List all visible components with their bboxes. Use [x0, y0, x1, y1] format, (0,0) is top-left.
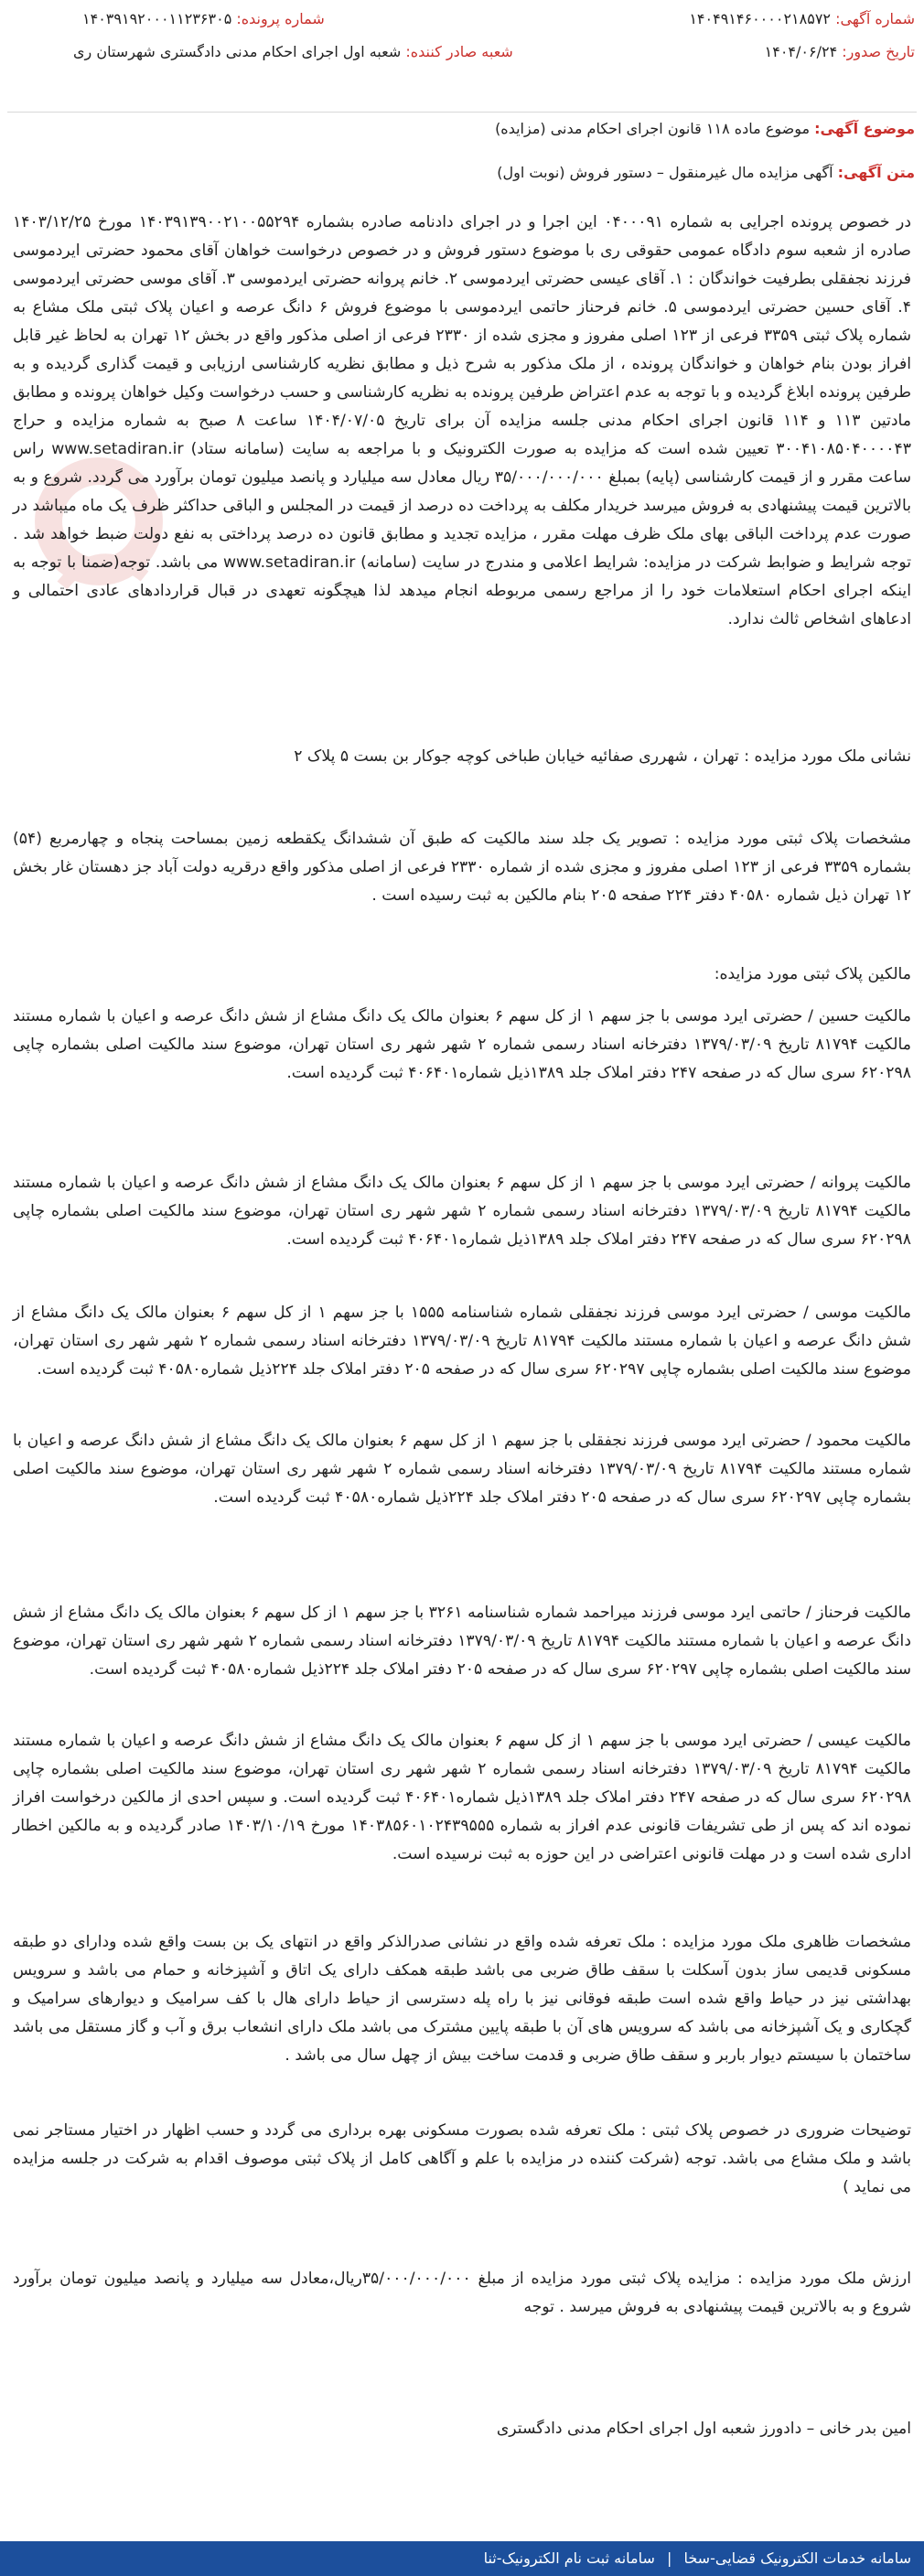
ad-text-value: آگهی مزایده مال غیرمنقول – دستور فروش (نوبت اول) [497, 164, 833, 181]
owner-farahnaz: مالکیت فرحناز / حاتمی ایرد موسی فرزند میراحمد شماره شناسنامه ۳۲۶۱ با جز سهم ۱ از کل سهم ۶ بعنوان مالک یک دانگ مشاع از شش دانگ عرصه و اعیان با شماره مستند مالکیت ۸۱۷۹۴ تاریخ ۱۳۷۹/۰۳/۰۹ دفترخانه اسناد رسمی شماره ۲ شهر شهر ری استان تهران، موضوع سند مالکیت اصلی بشماره چاپی ۶۲۰۲۹۷ سری سال که در صفحه ۲۰۵ دفتر املاک جلد ۲۲۴ذیل شماره۴۰۵۸۰ ثبت گردیده است. [13, 1604, 912, 1679]
issuer-label: شعبه صادر کننده: [405, 43, 513, 60]
header-divider [7, 112, 917, 113]
owner-isa: مالکیت عیسی / حضرتی ایرد موسی با جز سهم ۱ از کل سهم ۶ بعنوان مالک یک دانگ مشاع از شش دانگ عرصه و اعیان با شماره مستند مالکیت ۸۱۷۹۴ تاریخ ۱۳۷۹/۰۳/۰۹ دفترخانه اسناد رسمی شماره ۲ شهر شهر ری استان تهران، موضوع سند مالکیت اصلی بشماره چاپی ۶۲۰۲۹۸ سری سال که در صفحه ۲۴۷ دفتر املاک جلد ۱۳۸۹ذیل شماره۴۰۶۴۰۱ ثبت گردیده است. و سپس احدی از مالکین درخواست افراز نموده اند که پس از طی تشریفات قانونی عدم افراز به شماره ۱۴۰۳۸۵۶۰۱۰۲۴۳۹۵۵۵ مورخ ۱۴۰۳/۱۰/۱۹ صادر گردیده و به مالکین اخطار اداری شده است و در مهلت قانونی اعتراضی در این حوزه به ثبت نرسیده است. [13, 1732, 911, 1863]
footer-link-sana[interactable]: سامانه ثبت نام الکترونیک-ثنا [483, 2549, 655, 2567]
case-number-value: ۱۴۰۳۹۱۹۲۰۰۰۱۱۲۳۶۳۰۵ [82, 10, 232, 27]
owner-hossein: مالکیت حسین / حضرتی ایرد موسی با جز سهم ۱ از کل سهم ۶ بعنوان مالک یک دانگ مشاع از شش دانگ عرصه و اعیان با شماره مستند مالکیت ۸۱۷۹۴ تاریخ ۱۳۷۹/۰۳/۰۹ دفترخانه اسناد رسمی شماره ۲ شهر شهر ری استان تهران، موضوع سند مالکیت اصلی بشماره چاپی ۶۲۰۲۹۸ سری سال که در صفحه ۲۴۷ دفتر املاک جلد ۱۳۸۹ذیل شماره۴۰۶۴۰۱ ثبت گردیده است. [13, 1007, 911, 1082]
owner-mahmoud: مالکیت محمود / حضرتی ایرد موسی فرزند نجفقلی با جز سهم ۱ از کل سهم ۶ بعنوان مالک یک دانگ مشاع از شش دانگ عرصه و اعیان با شماره مستند مالکیت ۸۱۷۹۴ تاریخ ۱۳۷۹/۰۳/۰۹ دفترخانه اسناد رسمی شماره ۲ شهر شهر ری استان تهران، موضوع سند مالکیت اصلی بشماره چاپی ۶۲۰۲۹۷ سری سال که در صفحه ۲۰۵ دفتر املاک جلد ۲۲۴ذیل شماره۴۰۵۸۰ ثبت گردیده است. [13, 1432, 911, 1507]
case-number [82, 7, 325, 31]
footer-link-sakha[interactable]: سامانه خدمات الکترونیک قضایی-سخا [683, 2549, 911, 2567]
issuer [73, 40, 513, 64]
owner-parvaneh: مالکیت پروانه / حضرتی ایرد موسی با جز سهم ۱ از کل سهم ۶ بعنوان مالک یک دانگ مشاع از شش دانگ عرصه و اعیان با شماره مستند مالکیت ۸۱۷۹۴ تاریخ ۱۳۷۹/۰۳/۰۹ دفترخانه اسناد رسمی شماره ۲ شهر شهر ری استان تهران، موضوع سند مالکیت اصلی بشماره چاپی ۶۲۰۲۹۸ سری سال که در صفحه ۲۴۷ دفتر املاک جلد ۱۳۸۹ذیل شماره۴۰۶۴۰۱ ثبت گردیده است. [13, 1174, 911, 1249]
valuation: ارزش ملک مورد مزایده : مزایده پلاک ثبتی مورد مزایده از مبلغ ۳۵/۰۰۰/۰۰۰/۰۰۰ریال،معادل سه میلیارد و پانصد میلیون تومان برآورد شروع و به بالاترین قیمت پیشنهادی به فروش میرسد . توجه [13, 2270, 911, 2316]
property-address: نشانی ملک مورد مزایده : تهران ، شهرری صفائیه خیابان طباخی کوچه جوکار بن بست ۵ پلاک ۲ [294, 747, 911, 766]
owners-heading: مالکین پلاک ثبتی مورد مزایده: [714, 965, 911, 983]
notes: توضیحات ضروری در خصوص پلاک ثبتی : ملک تعرفه شده بصورت مسکونی بهره برداری می گردد و حسب اظهار در اختیار مستاجر نمی باشد و ملک مشاع می باشد. توجه (شرکت کننده در مزایده با علم و آگاهی کامل از پلاک ثبتی موصوف اقدام به شرکت در جلسه مزایده می نماید ) [13, 2121, 911, 2196]
signature: امین بدر خانی – دادورز شعبه اول اجرای احکام مدنی دادگستری [496, 2420, 911, 2438]
ad-number-label: شماره آگهی: [835, 10, 915, 27]
ad-text-row [9, 161, 915, 185]
footer-separator: | [666, 2549, 672, 2567]
subject-value: موضوع ماده ۱۱۸ قانون اجرای احکام مدنی (مزایده) [495, 120, 811, 137]
notice-header [0, 0, 924, 112]
issuer-value: شعبه اول اجرای احکام مدنی دادگستری شهرستان ری [73, 43, 402, 60]
case-number-label: شماره پرونده: [236, 10, 325, 27]
issue-date [765, 40, 915, 64]
footer-bar [0, 2541, 924, 2576]
property-specs: مشخصات پلاک ثبتی مورد مزایده : تصویر یک جلد سند مالکیت که طبق آن ششدانگ یکقطعه زمین بمساحت پنجاه و چهارمربع (۵۴) بشماره ۳۳۵۹ فرعی از ۱۲۳ اصلی مفروز و مجزی شده از شماره ۲۳۳۰ فرعی از اصلی مذکور واقع درقریه دولت آباد جز دهستان غار بخش ۱۲ تهران ذیل شماره ۴۰۵۸۰ دفتر ۲۲۴ صفحه ۲۰۵ بنام مالکین به ثبت رسیده است . [13, 830, 911, 905]
main-paragraph: در خصوص پرونده اجرایی به شماره ۰۴۰۰۰۹۱ این اجرا و در اجرای دادنامه صادره بشماره ۱۴۰۳۹۱۳۹۰۰۲۱۰۰۵۵۲۹۴ مورخ ۱۴۰۳/۱۲/۲۵ صادره از شعبه سوم دادگاه عمومی حقوقی ری با موضوع دستور فروش و در خصوص درخواست خواهان آقای محمود حضرتی ایردموسی فرزند نجفقلی بطرفیت خواندگان : ۱. آقای عیسی حضرتی ایردموسی ۲. خانم پروانه حضرتی ایردموسی ۳. آقای موسی حضرتی ایردموسی ۴. آقای حسین حضرتی ایردموسی ۵. خانم فرحناز حاتمی ایردموسی با موضوع فروش ۶ دانگ عرصه و اعیان پلاک ثبتی ملک مشاع به شماره پلاک ثبتی ۳۳۵۹ فرعی از ۱۲۳ اصلی مفروز و مجزی شده از ۲۳۳۰ فرعی از اصلی مذکور واقع در بخش ۱۲ تهران به لحاظ غیر قابل افراز بودن بنام خواهان و خواندگان پرونده ، از ملک مذکور به شرح ذیل و مطابق نظریه کارشناسی ارزیابی و قیمت گذاری گردیده و به طرفین پرونده ابلاغ گردیده و با توجه به عدم اعتراض طرفین پرونده به نظریه کارشناسی و حسب درخواست وکیل خواهان پرونده و مطابق مادتین ۱۱۳ و ۱۱۴ قانون اجرای احکام مدنی جلسه مزایده آن برای تاریخ ۱۴۰۴/۰۷/۰۵ ساعت ۸ صبح به شماره مزایده و حراج ۳۰۰۴۱۰۸۵۰۴۰۰۰۰۴۳ تعیین شده است که مزایده به صورت الکترونیک و با مراجعه به سایت (سامانه ستاد) www.setadiran.ir راس ساعت مقرر و از قیمت کارشناسی (پایه) بمبلغ ۳۵/۰۰۰/۰۰۰/۰۰۰ ریال معادل سه میلیارد و پانصد میلیون تومان برآورد می گردد. شروع و به بالاترین قیمت پیشنهادی به فروش میرسد خریدار مکلف به پرداخت ده درصد از قیمت در المجلس و الباقی حداکثر ظرف یک ماه میباشد در صورت عدم پرداخت الباقی بهای ملک ظرف مهلت مقرر ، مزایده تجدید و مطابق قانون ده درصد پرداختی به نفع دولت ضبط خواهد شد . توجه شرایط و ضوابط شرکت در مزایده: شرایط اعلامی و مندرج در سایت (سامانه) www.setadiran.ir می باشد. توجه(ضمنا با توجه به اینکه اجرای احکام استعلامات خود را از مراجع رسمی مربوطه انجام میدهد لذا هیچگونه تعهدی در قبال قراردادهای عادی احتمالی و ادعاهای اشخاص ثالث ندارد. [13, 213, 912, 628]
ad-text-label: متن آگهی: [837, 164, 915, 181]
owner-mousa: مالکیت موسی / حضرتی ایرد موسی فرزند نجفقلی شماره شناسنامه ۱۵۵۵ با جز سهم ۱ از کل سهم ۶ بعنوان مالک یک دانگ مشاع از شش دانگ عرصه و اعیان با شماره مستند مالکیت ۸۱۷۹۴ تاریخ ۱۳۷۹/۰۳/۰۹ دفترخانه اسناد رسمی شماره ۲ شهر شهر ری استان تهران، موضوع سند مالکیت اصلی بشماره چاپی ۶۲۰۲۹۷ سری سال که در صفحه ۲۰۵ دفتر املاک جلد ۲۲۴ذیل شماره۴۰۵۸۰ ثبت گردیده است. [13, 1304, 911, 1379]
ad-number-value: ۱۴۰۴۹۱۴۶۰۰۰۰۲۱۸۵۷۲ [689, 10, 832, 27]
issue-date-label: تاریخ صدور: [842, 43, 915, 60]
physical-specs: مشخصات ظاهری ملک مورد مزایده : ملک تعرفه شده واقع در نشانی صدرالذکر واقع در انتهای یک بن بست واقع شده ودارای دو طبقه مسکونی قدیمی ساز بدون آسکلت با سقف طاق ضربی می باشد طبقه همکف دارای یک اتاق و آشپزخانه و حمام می باشد و سرویس بهداشتی نیز در حیاط واقع شده است طبقه فوقانی نیز با راه پله دسترسی از حیاط دارای هال با کف سرامیک و دیوارهای سرامیک و گچکاری و یک آشپزخانه می باشد که سرویس های آن با طبقه پایین مشترک می باشد ملک دارای انشعاب برق و آب و گاز مستقل می باشد ساختمان با سیستم دیوار باربر و سقف طاق ضربی و قدمت ساخت بیش از چهل سال می باشد . [13, 1933, 911, 2065]
issue-date-value: ۱۴۰۴/۰۶/۲۴ [764, 43, 838, 60]
subject-row [9, 117, 915, 141]
subject-label: موضوع آگهی: [814, 120, 915, 137]
ad-number [689, 7, 915, 31]
